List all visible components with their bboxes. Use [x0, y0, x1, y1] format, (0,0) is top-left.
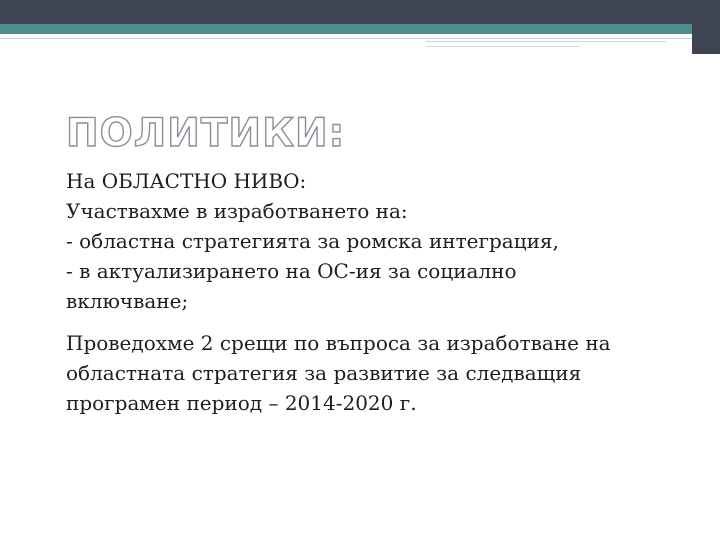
header-rule-2	[426, 41, 666, 42]
body-line-development-strategy: областната стратегия за развитие за следващия	[66, 361, 582, 385]
body-line-regional-level: На ОБЛАСТНО НИВО:	[66, 169, 307, 193]
header-corner-block	[692, 0, 720, 54]
body-line-program-period: програмен период – 2014-2020 г.	[66, 391, 417, 415]
body-line-inclusion: включване;	[66, 289, 189, 313]
body-line-update-strategy: - в актуализирането на ОС-ия за социално	[66, 259, 517, 283]
slide-body	[66, 166, 666, 418]
paragraph-spacer	[66, 316, 666, 328]
body-line-roma-strategy: - областна стратегията за ромска интеграция,	[66, 229, 559, 253]
header-dark-band	[0, 0, 720, 24]
header-rule-3	[426, 46, 580, 47]
header-rule-1	[0, 38, 692, 39]
header-teal-band	[0, 24, 720, 34]
slide-title: ПОЛИТИКИ:	[66, 111, 346, 156]
body-line-participated: Участвахме в изработването на:	[66, 199, 408, 223]
body-line-meetings: Проведохме 2 срещи по въпроса за изработване на	[66, 331, 611, 355]
